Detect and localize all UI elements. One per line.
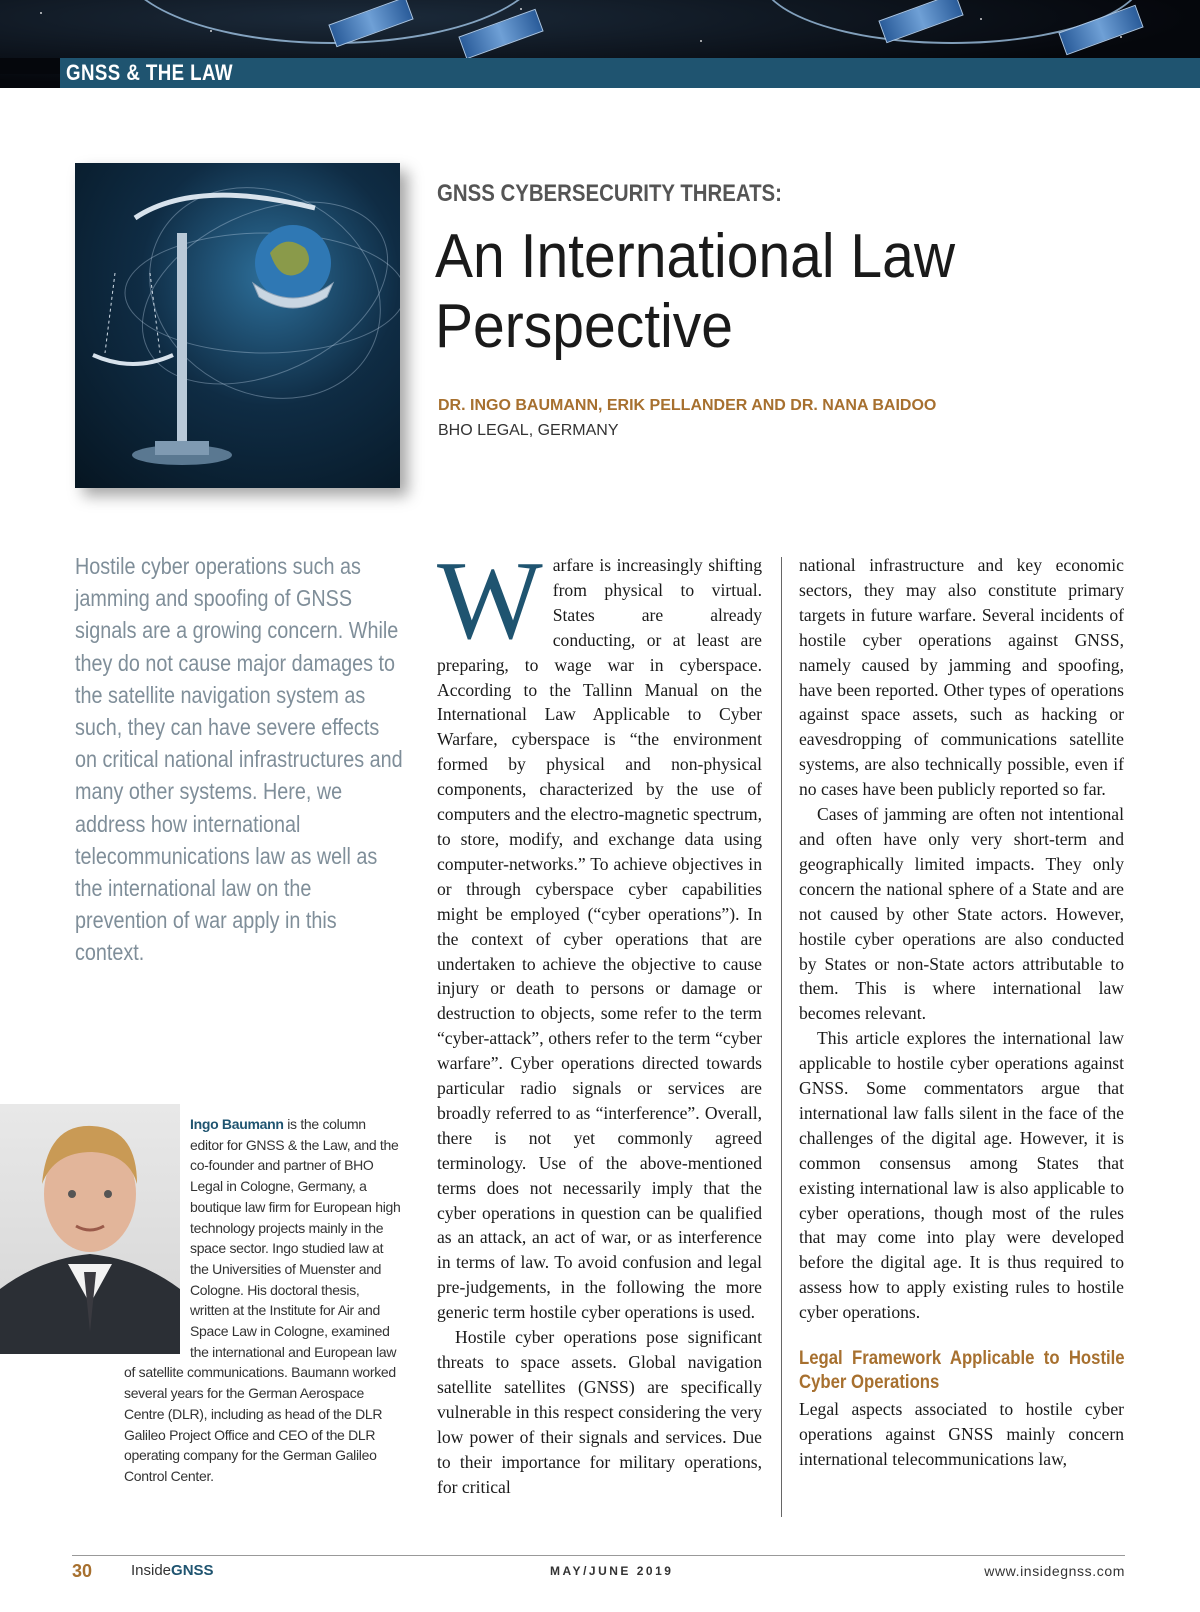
section-heading: Legal Framework Applicable to Hostile Cyber Operations <box>799 1348 1125 1394</box>
paragraph: Hostile cyber operations pose significant threats to space assets. Global navigation satellite satellites (GNSS) are specifically vulnerable in this respect considering the very low power of their signals and services. Due to their importance for military operations, for critical <box>437 1327 762 1497</box>
article-kicker: GNSS CYBERSECURITY THREATS: <box>437 180 782 207</box>
star <box>520 8 522 10</box>
body-column-2 <box>799 553 1124 1472</box>
page-number: 30 <box>72 1561 93 1581</box>
article-affiliation: BHO LEGAL, GERMANY <box>438 422 619 439</box>
paragraph-text: arfare is increasingly shifting from physical to virtual. States are already conducting, or at least are preparing, to wage war in cyberspace. According to the Tallinn Manual on the International Law Applicable to Cyber Warfare, cyberspace is “the environment formed by physical and non-physical components, characterized by the use of computers and the electro-magnetic spectrum, to store, modify, and exchange data using computer-networks.” To achieve objectives in or through cyberspace cyber capabilities might be employed (“cyber operations”). In the context of cyber operations that are undertaken to achieve the objective to cause injury or death to persons or damage or destruction to objects, some refer to the term “cyber-attack”, others refer to the term “cyber warfare”. Cyber operations directed towards particular radio signals or services are broadly referred to as “interference”. Overall, there is not yet commonly agreed terminology. Use of the above-mentioned terms does not necessarily imply that the cyber operations in question can be qualified as an attack, an act of war, or as interference in terms of law. To avoid confusion and legal pre-judgements, in the following the more generic term hostile cyber operations is used. <box>437 555 762 1323</box>
author-bio <box>124 1114 402 1487</box>
bio-author-name: Ingo Baumann <box>190 1116 284 1132</box>
body-column-1 <box>437 539 762 1499</box>
scales-icon <box>75 163 400 488</box>
section-label: GNSS & THE LAW <box>66 60 233 85</box>
title-line: An International Law <box>435 222 956 291</box>
bio-text: is the column editor for GNSS & the Law, and the co-founder and partner of BHO Legal in Cologne, Germany, a boutique law firm for European high technology projects mainly in the space sector. Ingo studied law at the Universities of Muenster and Cologne. His doctoral thesis, written at the Institute for Air and Space Law in Cologne, examined the international and European law of satellite communications. Baumann worked several years for the German Aerospace Centre (DLR), including as head of the DLR Galileo Project Office and CEO of the DLR operating company for the German Galileo Control Center. <box>124 1116 401 1484</box>
footer-rule <box>72 1555 1125 1556</box>
paragraph: This article explores the international law applicable to hostile cyber operations against GNSS. Some commentators argue that international law falls silent in the face of the challenges of the digital age. However, it is common consensus among States that existing international law is also applicable to cyber operations, though most of the rules that may come into play were developed before the digital age. It is thus required to assess how to apply existing rules to hostile cyber operations. <box>799 1028 1124 1323</box>
paragraph: national infrastructure and key economic sectors, they may also constitute primary targets in future warfare. Several incidents of hostile cyber operations against GNSS, namely caused by jamming and spoofing, have been reported. Other types of operations against space assets, such as hacking or eavesdropping of communications satellite systems, are also technically possible, even if no cases have been publicly reported so far. <box>799 555 1124 800</box>
magazine-prefix: Inside <box>131 1562 172 1579</box>
article-abstract: Hostile cyber operations such as jamming and spoofing of GNSS signals are a growing concern. While they do not cause major damages to the satellite navigation system as such, they can have severe effects on critical national infrastructures and many other systems. Here, we address how international telecommunications law as well as the international law on the prevention of war apply in this context. <box>75 553 403 966</box>
section-bar-left <box>0 58 60 74</box>
star <box>700 40 702 42</box>
website-link[interactable]: www.insidegnss.com <box>984 1563 1125 1579</box>
drop-cap: W <box>437 539 543 663</box>
star <box>210 30 212 32</box>
paragraph: Legal aspects associated to hostile cyber operations against GNSS mainly concern international telecommunications law, <box>799 1399 1124 1469</box>
magazine-brand: GNSS <box>171 1562 214 1579</box>
bio-photo-spacer <box>124 1114 190 1362</box>
issue-date: MAY/JUNE 2019 <box>550 1564 674 1578</box>
column-divider <box>781 557 782 1517</box>
star <box>40 12 42 14</box>
magazine-name <box>131 1562 214 1579</box>
article-title <box>435 222 1079 362</box>
article-authors: DR. INGO BAUMANN, ERIK PELLANDER AND DR. NANA BAIDOO <box>438 397 937 414</box>
scales-of-justice-image <box>75 163 400 488</box>
paragraph: Cases of jamming are often not intentional and often have only very short-term and geographically limited impacts. They only concern the national sphere of a State and are not caused by other State actors. However, hostile cyber operations are also conducted by States or non-State actors attributable to them. This is where international law becomes relevant. <box>799 804 1124 1024</box>
paragraph <box>437 539 762 1325</box>
title-line: Perspective <box>435 292 734 361</box>
star <box>1120 36 1122 38</box>
